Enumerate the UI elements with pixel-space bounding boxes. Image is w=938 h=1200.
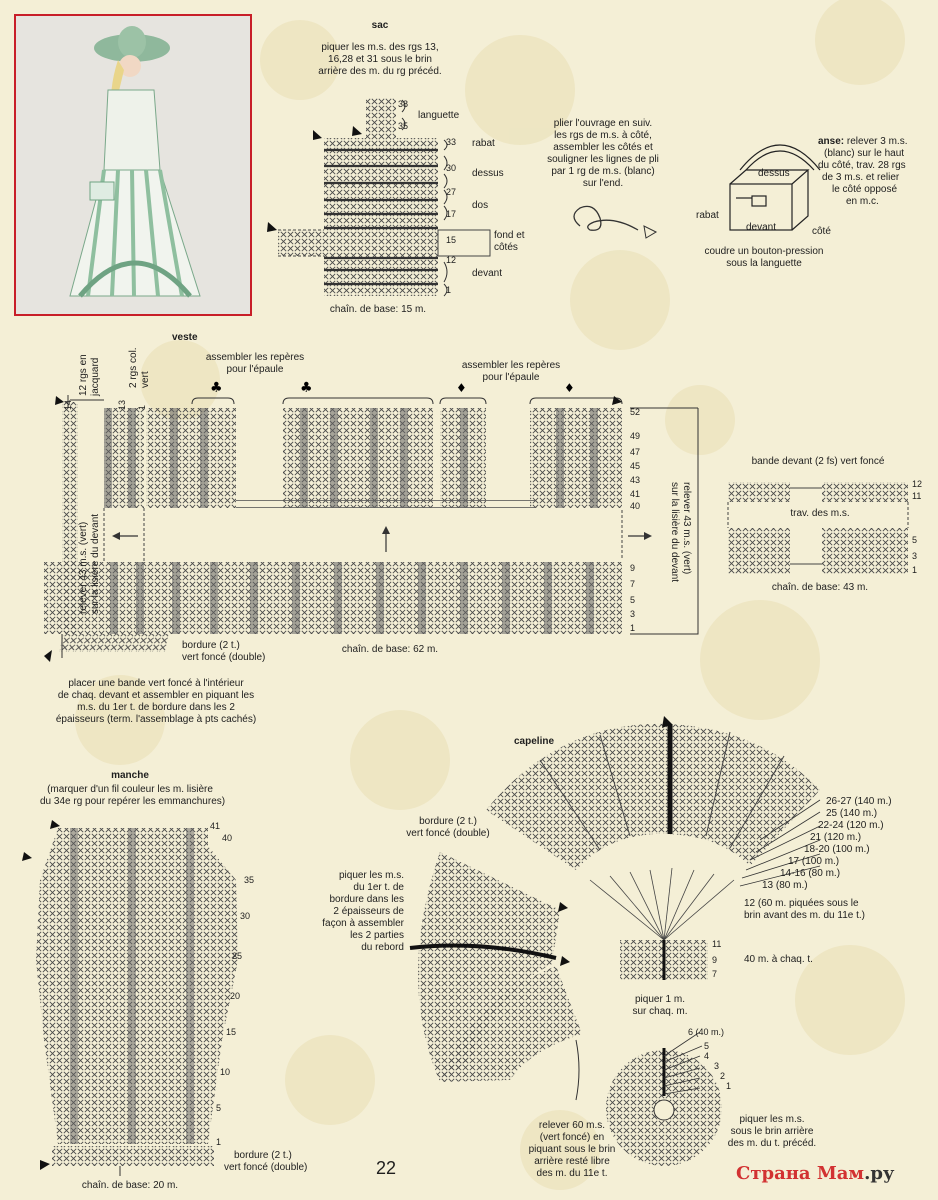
capeline-center-11: 11 bbox=[712, 939, 722, 949]
sac-row-33: 33 bbox=[446, 137, 457, 147]
veste-chart bbox=[44, 380, 698, 662]
manche-note-1: (marquer d'un fil couleur les m. lisière bbox=[47, 784, 213, 795]
capeline-crown-4: 4 bbox=[704, 1051, 710, 1061]
anse-dessus: dessus bbox=[758, 168, 790, 179]
veste-row-49: 49 bbox=[630, 431, 641, 441]
sac-fond-2: côtés bbox=[494, 242, 518, 253]
manche-row-10: 10 bbox=[220, 1067, 231, 1077]
anse-rabat: rabat bbox=[696, 210, 719, 221]
anse-bold: anse: bbox=[818, 136, 845, 147]
manche-row-15: 15 bbox=[226, 1027, 237, 1037]
capeline-relever-5: des m. du 11e t. bbox=[536, 1168, 608, 1179]
manche-row-5: 5 bbox=[216, 1103, 222, 1113]
manche-chain: chaîn. de base: 20 m. bbox=[81, 1180, 179, 1191]
anse-text-1: relever 3 m.s. bbox=[846, 136, 908, 147]
veste-title: veste bbox=[172, 332, 198, 343]
veste-row-47: 47 bbox=[630, 447, 641, 457]
sac-row-17: 17 bbox=[446, 209, 457, 219]
veste-left-num-14: 14 bbox=[63, 399, 73, 410]
capeline-pique1-2: sur chaq. m. bbox=[632, 1006, 688, 1017]
capeline-relever-1: relever 60 m.s. bbox=[538, 1120, 606, 1131]
capeline-row-17: 17 (100 m.) bbox=[788, 856, 840, 867]
capeline-relever-2: (vert foncé) en bbox=[539, 1132, 605, 1143]
capeline-center-7: 7 bbox=[712, 969, 718, 979]
capeline-row-13: 13 (80 m.) bbox=[762, 880, 808, 891]
capeline-pique-6: les 2 parties bbox=[350, 930, 404, 941]
capeline-title: capeline bbox=[514, 736, 555, 747]
veste-left-num-1: 1 bbox=[137, 404, 147, 410]
sac-row-35: 35 bbox=[398, 121, 409, 131]
veste-row-7: 7 bbox=[630, 579, 636, 589]
manche-title: manche bbox=[111, 770, 149, 781]
veste-border-2: vert foncé (double) bbox=[182, 652, 266, 663]
bande-title: bande devant (2 fs) vert foncé bbox=[751, 456, 885, 467]
capeline-crown-note-1: piquer les m.s. bbox=[739, 1114, 805, 1125]
anse-text-2: (blanc) sur le haut bbox=[824, 148, 905, 159]
veste-row-41: 41 bbox=[630, 489, 641, 499]
sac-note-3: arrière des m. du rg précéd. bbox=[318, 66, 442, 77]
veste-note-3: m.s. du 1er t. de bordure dans les 2 bbox=[77, 702, 235, 713]
capeline-row-12a: 12 (60 m. piquées sous le bbox=[744, 898, 859, 909]
manche-row-25: 25 bbox=[232, 951, 243, 961]
capeline-pique-7: du rebord bbox=[361, 942, 404, 953]
manche-border-1: bordure (2 t.) bbox=[234, 1150, 292, 1161]
page-number: 22 bbox=[376, 1158, 397, 1178]
sac-row-12: 12 bbox=[446, 255, 457, 265]
capeline-row-18-20: 18-20 (100 m.) bbox=[804, 844, 870, 855]
veste-left-num-13: 13 bbox=[117, 399, 127, 410]
bande-row-5: 5 bbox=[912, 535, 918, 545]
veste-left-top-2: jacquard bbox=[90, 357, 101, 396]
veste-row-9: 9 bbox=[630, 563, 636, 573]
anse-devant: devant bbox=[746, 222, 777, 233]
capeline-center-note: 40 m. à chaq. t. bbox=[744, 954, 813, 965]
manche-row-30: 30 bbox=[240, 911, 251, 921]
watermark bbox=[736, 1163, 895, 1184]
veste-note-4: épaisseurs (term. l'assemblage à pts cachés) bbox=[55, 714, 257, 725]
bag-sketch bbox=[730, 145, 820, 230]
watermark-text: Страна Мам bbox=[736, 1163, 865, 1184]
veste-assemble2-1: assembler les repères bbox=[461, 360, 561, 371]
sac-row-1: 1 bbox=[446, 285, 452, 295]
fold-note-1: plier l'ouvrage en suiv. bbox=[553, 118, 653, 129]
manche-chart bbox=[22, 820, 241, 1176]
capeline-pique-3: bordure dans les bbox=[329, 894, 404, 905]
manche-row-1: 1 bbox=[216, 1137, 222, 1147]
veste-assemble1-2: pour l'épaule bbox=[226, 364, 284, 375]
watermark-suffix: .ру bbox=[864, 1163, 895, 1184]
veste-left-side-2: sur la lisière du devant bbox=[90, 513, 101, 614]
veste-assemble2-2: pour l'épaule bbox=[482, 372, 540, 383]
capeline-pique-2: du 1er t. de bbox=[353, 882, 404, 893]
anse-cote: côté bbox=[812, 226, 831, 237]
veste-chain: chaîn. de base: 62 m. bbox=[341, 644, 439, 655]
sac-fond-1: fond et bbox=[494, 230, 525, 241]
veste-row-52: 52 bbox=[630, 407, 641, 417]
veste-note-1: placer une bande vert foncé à l'intérieur bbox=[68, 678, 244, 689]
veste-left-top2-2: vert bbox=[140, 371, 151, 388]
sac-chart bbox=[267, 98, 490, 296]
veste-row-5: 5 bbox=[630, 595, 636, 605]
sac-chain: chaîn. de base: 15 m. bbox=[329, 304, 427, 315]
veste-assemble1-1: assembler les repères bbox=[205, 352, 305, 363]
capeline-row-21: 21 (120 m.) bbox=[810, 832, 862, 843]
doll-photo-frame bbox=[14, 14, 252, 316]
veste-right-side-2: sur la lisière du devant bbox=[669, 482, 680, 583]
fold-note-5: par 1 rg de m.s. (blanc) bbox=[551, 166, 655, 177]
sac-row-27: 27 bbox=[446, 187, 457, 197]
capeline-row-14-16: 14-16 (80 m.) bbox=[780, 868, 841, 879]
bande-row-1: 1 bbox=[912, 565, 918, 575]
sac-devant: devant bbox=[472, 268, 503, 279]
capeline-crown-5: 5 bbox=[704, 1041, 710, 1051]
bande-row-12: 12 bbox=[912, 479, 923, 489]
manche-border-2: vert foncé (double) bbox=[224, 1162, 308, 1173]
manche-row-41: 41 bbox=[210, 821, 221, 831]
anse-note-2: sous la languette bbox=[726, 258, 802, 269]
bande-row-3: 3 bbox=[912, 551, 918, 561]
fold-note-6: sur l'end. bbox=[582, 178, 624, 189]
capeline-row-12b: brin avant des m. du 11e t.) bbox=[744, 910, 865, 921]
capeline-center-9: 9 bbox=[712, 955, 718, 965]
bande-row-11: 11 bbox=[912, 491, 922, 501]
svg-text:♣: ♣ bbox=[300, 380, 313, 396]
bande-middle: trav. des m.s. bbox=[790, 508, 850, 519]
capeline-row-25: 25 (140 m.) bbox=[826, 808, 878, 819]
anse-text-3: du côté, trav. 28 rgs bbox=[818, 160, 906, 171]
sac-row-38: 38 bbox=[398, 99, 409, 109]
capeline-pique-1: piquer les m.s. bbox=[338, 870, 404, 881]
sac-row-15: 15 bbox=[446, 235, 457, 245]
veste-row-3: 3 bbox=[630, 609, 636, 619]
veste-row-1: 1 bbox=[630, 623, 636, 633]
capeline-pique-5: façon à assembler bbox=[322, 918, 404, 929]
veste-left-side-1: relever 43 m.s. (vert) bbox=[78, 521, 89, 614]
capeline-pique1-1: piquer 1 m. bbox=[634, 994, 686, 1005]
sac-languette: languette bbox=[418, 110, 460, 121]
anse-text-4: de 3 m.s. et relier bbox=[822, 172, 900, 183]
fold-note-2: les rgs de m.s. à côté, bbox=[554, 130, 652, 141]
sac-rabat: rabat bbox=[472, 138, 495, 149]
capeline-chart bbox=[410, 716, 820, 1166]
anse-text-6: en m.c. bbox=[846, 196, 879, 207]
svg-text:♣: ♣ bbox=[210, 380, 223, 396]
veste-left-top2-1: 2 rgs col. bbox=[128, 347, 139, 388]
anse-text-5: le côté opposé bbox=[832, 184, 898, 195]
fold-note-4: souligner les lignes de pli bbox=[547, 154, 659, 165]
capeline-border-1: bordure (2 t.) bbox=[419, 816, 477, 827]
fold-note-3: assembler les côtés et bbox=[553, 142, 653, 153]
manche-row-35: 35 bbox=[244, 875, 255, 885]
capeline-crown-note-2: sous le brin arrière bbox=[730, 1126, 814, 1137]
veste-border-1: bordure (2 t.) bbox=[182, 640, 240, 651]
manche-row-40: 40 bbox=[222, 833, 233, 843]
veste-row-40: 40 bbox=[630, 501, 641, 511]
bande-chart bbox=[728, 482, 908, 574]
capeline-border-2: vert foncé (double) bbox=[406, 828, 490, 839]
capeline-row-26-27: 26-27 (140 m.) bbox=[826, 796, 892, 807]
capeline-relever-4: arrière resté libre bbox=[534, 1156, 610, 1167]
sac-title: sac bbox=[371, 20, 389, 31]
sac-note-1: piquer les m.s. des rgs 13, bbox=[321, 42, 439, 53]
capeline-crown-2: 2 bbox=[720, 1071, 726, 1081]
capeline-relever-3: piquant sous le brin bbox=[528, 1144, 616, 1155]
veste-row-43: 43 bbox=[630, 475, 641, 485]
capeline-row-22-24: 22-24 (120 m.) bbox=[818, 820, 884, 831]
sac-dos: dos bbox=[472, 200, 489, 211]
manche-row-20: 20 bbox=[230, 991, 241, 1001]
bande-chain: chaîn. de base: 43 m. bbox=[771, 582, 869, 593]
sac-row-30: 30 bbox=[446, 163, 457, 173]
capeline-crown-3: 3 bbox=[714, 1061, 720, 1071]
sac-note-2: 16,28 et 31 sous le brin bbox=[328, 54, 432, 65]
veste-note-2: de chaq. devant et assembler en piquant les bbox=[57, 690, 255, 701]
veste-row-45: 45 bbox=[630, 461, 641, 471]
manche-note-2: du 34e rg pour repérer les emmanchures) bbox=[40, 796, 226, 807]
svg-text:♦: ♦ bbox=[456, 381, 467, 395]
capeline-pique-4: 2 épaisseurs de bbox=[333, 906, 404, 917]
anse-line-1 bbox=[818, 136, 907, 148]
anse-note-1: coudre un bouton-pression bbox=[704, 246, 824, 257]
sac-dessus: dessus bbox=[472, 168, 504, 179]
capeline-crown-6: 6 (40 m.) bbox=[688, 1027, 725, 1037]
veste-right-side-1: relever 43 m.s. (vert) bbox=[681, 482, 692, 575]
capeline-crown-note-3: des m. du t. précéd. bbox=[727, 1138, 817, 1149]
svg-text:♦: ♦ bbox=[564, 381, 575, 395]
veste-left-top-1: 12 rgs en bbox=[78, 354, 89, 396]
capeline-crown-1: 1 bbox=[726, 1081, 732, 1091]
